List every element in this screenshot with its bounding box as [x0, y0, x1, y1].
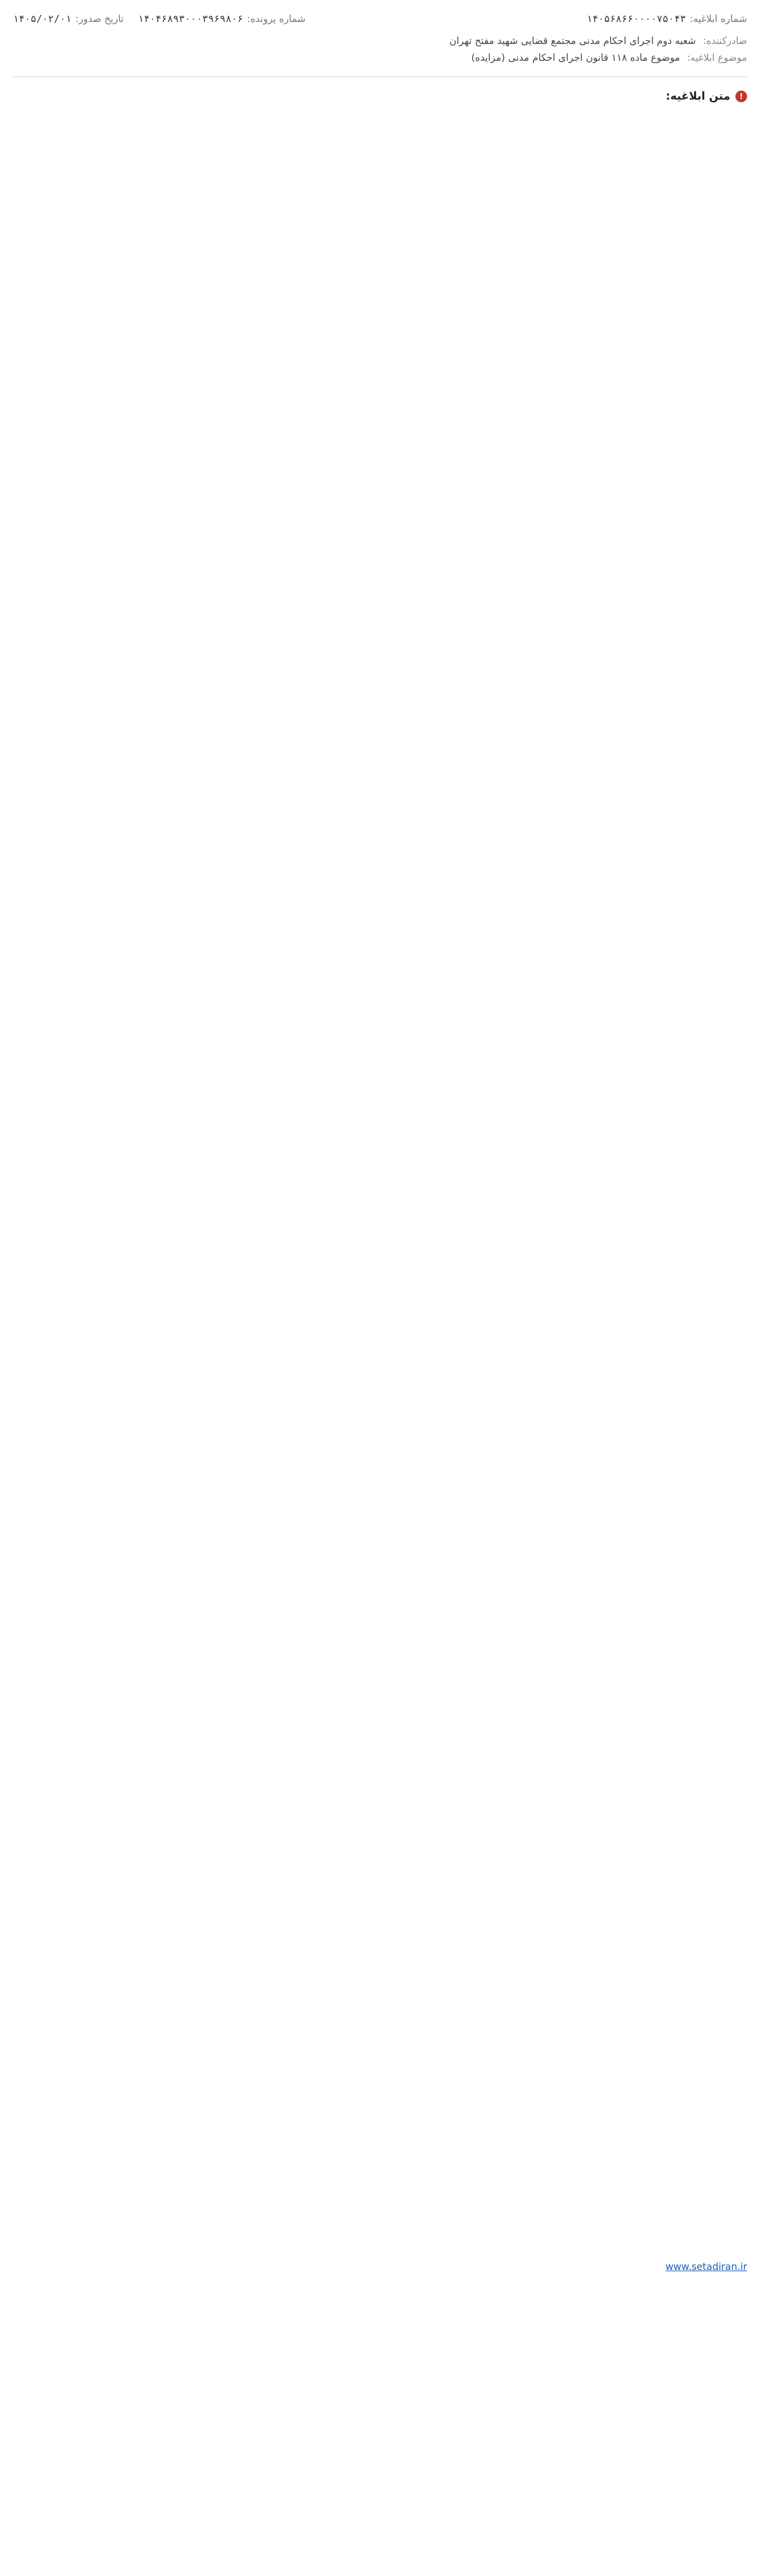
notice-body	[13, 112, 747, 2247]
header-row	[13, 12, 747, 26]
tracking-number-label: شماره ابلاغیه:	[689, 13, 747, 25]
subject-line	[13, 49, 747, 66]
issue-date-label: تاریخ صدور:	[75, 13, 124, 25]
setadiran-link[interactable]: www.setadiran.ir	[665, 2261, 747, 2273]
issuer-line	[13, 32, 747, 49]
issuer-label: صادرکننده:	[702, 35, 747, 47]
issuer-value: شعبه دوم اجرای احکام مدنی مجتمع قضایی شهید مفتح تهران	[449, 35, 696, 47]
header-left-group	[13, 12, 306, 26]
case-number-label: شماره پرونده:	[247, 13, 306, 25]
tracking-number	[587, 12, 747, 26]
notice-footer	[13, 2258, 747, 2276]
divider	[13, 76, 747, 77]
issue-date	[13, 12, 124, 26]
case-number-value: ۱۴۰۴۶۸۹۳۰۰۰۳۹۶۹۸۰۶	[138, 13, 243, 25]
issue-date-value: ۱۴۰۵/۰۲/۰۱	[13, 13, 72, 25]
subject-value: موضوع ماده ۱۱۸ قانون اجرای احکام مدنی (مزایده)	[471, 52, 680, 63]
notice-section-title-text: متن ابلاغیه:	[665, 90, 730, 103]
subject-label: موضوع ابلاغیه:	[687, 52, 747, 63]
case-number	[138, 12, 306, 26]
info-icon: !	[735, 91, 747, 102]
tracking-number-value: ۱۴۰۵۶۸۶۶۰۰۰۰۷۵۰۴۳	[587, 13, 686, 25]
notice-section-title	[13, 90, 747, 103]
header-right-group	[587, 12, 747, 26]
